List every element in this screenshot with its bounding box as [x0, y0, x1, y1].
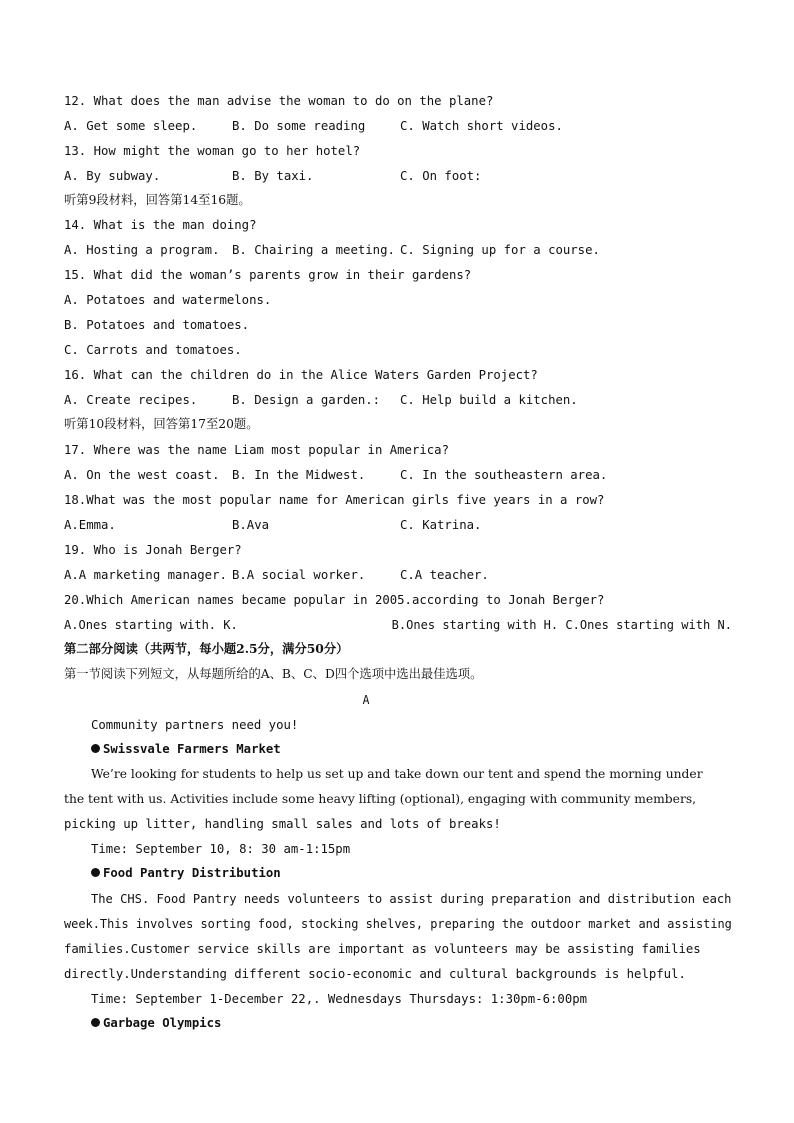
question-15-stem: 15. What did the woman’s parents grow in their gardens? — [64, 268, 472, 282]
question-13-options — [64, 168, 481, 184]
q18-option-a: A.Emma. — [64, 518, 116, 532]
q12-option-a: A. Get some sleep. — [64, 119, 198, 133]
item-1-heading — [91, 741, 281, 757]
part-2-heading: 第二部分阅读（共两节，每小题2.5分，满分50分） — [64, 641, 349, 656]
q13-option-c: C. On foot: — [400, 169, 482, 183]
q14-option-a: A. Hosting a program. — [64, 243, 220, 257]
passage-letter: A — [362, 693, 370, 707]
section-10-instruction: 听第10段材料，回答第17至20题。 — [64, 417, 259, 431]
item-2-line-2: week.This involves sorting food, stocking shelves, preparing the outdoor market and assisting — [64, 917, 732, 931]
item-2-line-4: directly.Understanding different socio-economic and cultural backgrounds is helpful. — [64, 967, 686, 981]
item-3-heading — [91, 1015, 221, 1031]
q13-option-b: B. By taxi. — [232, 169, 314, 183]
q18-option-b: B.Ava — [232, 518, 270, 532]
item-1-time: Time: September 10, 8: 30 am-1:15pm — [91, 842, 351, 856]
q19-option-c: C.A teacher. — [400, 568, 489, 582]
q14-option-c: C. Signing up for a course. — [400, 243, 600, 257]
q19-option-a: A.A marketing manager. — [64, 568, 227, 582]
q15-option-a: A. Potatoes and watermelons. — [64, 293, 272, 307]
q16-option-c: C. Help build a kitchen. — [400, 393, 578, 407]
q18-option-c: C. Katrina. — [400, 518, 482, 532]
item-2-line-1: The CHS. Food Pantry needs volunteers to assist during preparation and distribution each — [91, 892, 732, 906]
question-20-options — [64, 617, 732, 633]
item-1-line-2: the tent with us. Activities include some heavy lifting (optional), engaging with community members, — [64, 792, 697, 806]
question-18-options — [64, 517, 481, 533]
item-2-title: Food Pantry Distribution — [103, 866, 281, 880]
q16-option-b: B. Design a garden.: — [232, 393, 381, 407]
item-1-line-1: We’re looking for students to help us set up and take down our tent and spend the morning under — [91, 767, 703, 781]
question-16-stem: 16. What can the children do in the Alice Waters Garden Project? — [64, 368, 538, 382]
question-14-stem: 14. What is the man doing? — [64, 218, 257, 232]
question-19-stem: 19. Who is Jonah Berger? — [64, 543, 242, 557]
q20-option-a: A.Ones starting with. K. — [64, 618, 238, 632]
passage-intro: Community partners need you! — [91, 718, 299, 732]
item-2-time: Time: September 1-December 22,. Wednesdays Thursdays: 1:30pm-6:00pm — [91, 992, 588, 1006]
question-14-options — [64, 242, 600, 258]
q20-option-b: B.Ones starting with H. — [391, 618, 559, 632]
bullet-icon — [91, 744, 100, 753]
question-12-stem: 12. What does the man advise the woman to do on the plane? — [64, 94, 494, 108]
question-17-options — [64, 467, 607, 483]
bullet-icon — [91, 868, 100, 877]
question-13-stem: 13. How might the woman go to her hotel? — [64, 144, 361, 158]
q17-option-b: B. In the Midwest. — [232, 468, 366, 482]
q16-option-a: A. Create recipes. — [64, 393, 198, 407]
item-3-title: Garbage Olympics — [103, 1016, 222, 1030]
q15-option-b: B. Potatoes and tomatoes. — [64, 318, 250, 332]
bullet-icon — [91, 1018, 100, 1027]
question-12-options — [64, 118, 563, 134]
q20-option-c: C.Ones starting with N. — [565, 618, 732, 632]
q15-option-c: C. Carrots and tomatoes. — [64, 343, 242, 357]
item-2-heading — [91, 865, 281, 881]
q12-option-b: B. Do some reading — [232, 119, 366, 133]
q17-option-a: A. On the west coast. — [64, 468, 220, 482]
item-2-line-3: families.Customer service skills are important as volunteers may be assisting families — [64, 942, 701, 956]
question-17-stem: 17. Where was the name Liam most popular in America? — [64, 443, 449, 457]
q12-option-c: C. Watch short videos. — [400, 119, 563, 133]
question-20-stem: 20.Which American names became popular in 2005.according to Jonah Berger? — [64, 593, 605, 607]
q17-option-c: C. In the southeastern area. — [400, 468, 608, 482]
item-1-title: Swissvale Farmers Market — [103, 742, 281, 756]
q13-option-a: A. By subway. — [64, 169, 161, 183]
item-1-line-3: picking up litter, handling small sales and lots of breaks! — [64, 817, 501, 831]
section-9-instruction: 听第9段材料，回答第14至16题。 — [64, 193, 251, 207]
q14-option-b: B. Chairing a meeting. — [232, 243, 395, 257]
section-1-instruction: 第一节阅读下列短文，从每题所给的A、B、C、D四个选项中选出最佳选项。 — [64, 667, 483, 681]
question-19-options — [64, 567, 489, 583]
question-18-stem: 18.What was the most popular name for American girls five years in a row? — [64, 493, 605, 507]
question-16-options — [64, 392, 578, 408]
q19-option-b: B.A social worker. — [232, 568, 366, 582]
